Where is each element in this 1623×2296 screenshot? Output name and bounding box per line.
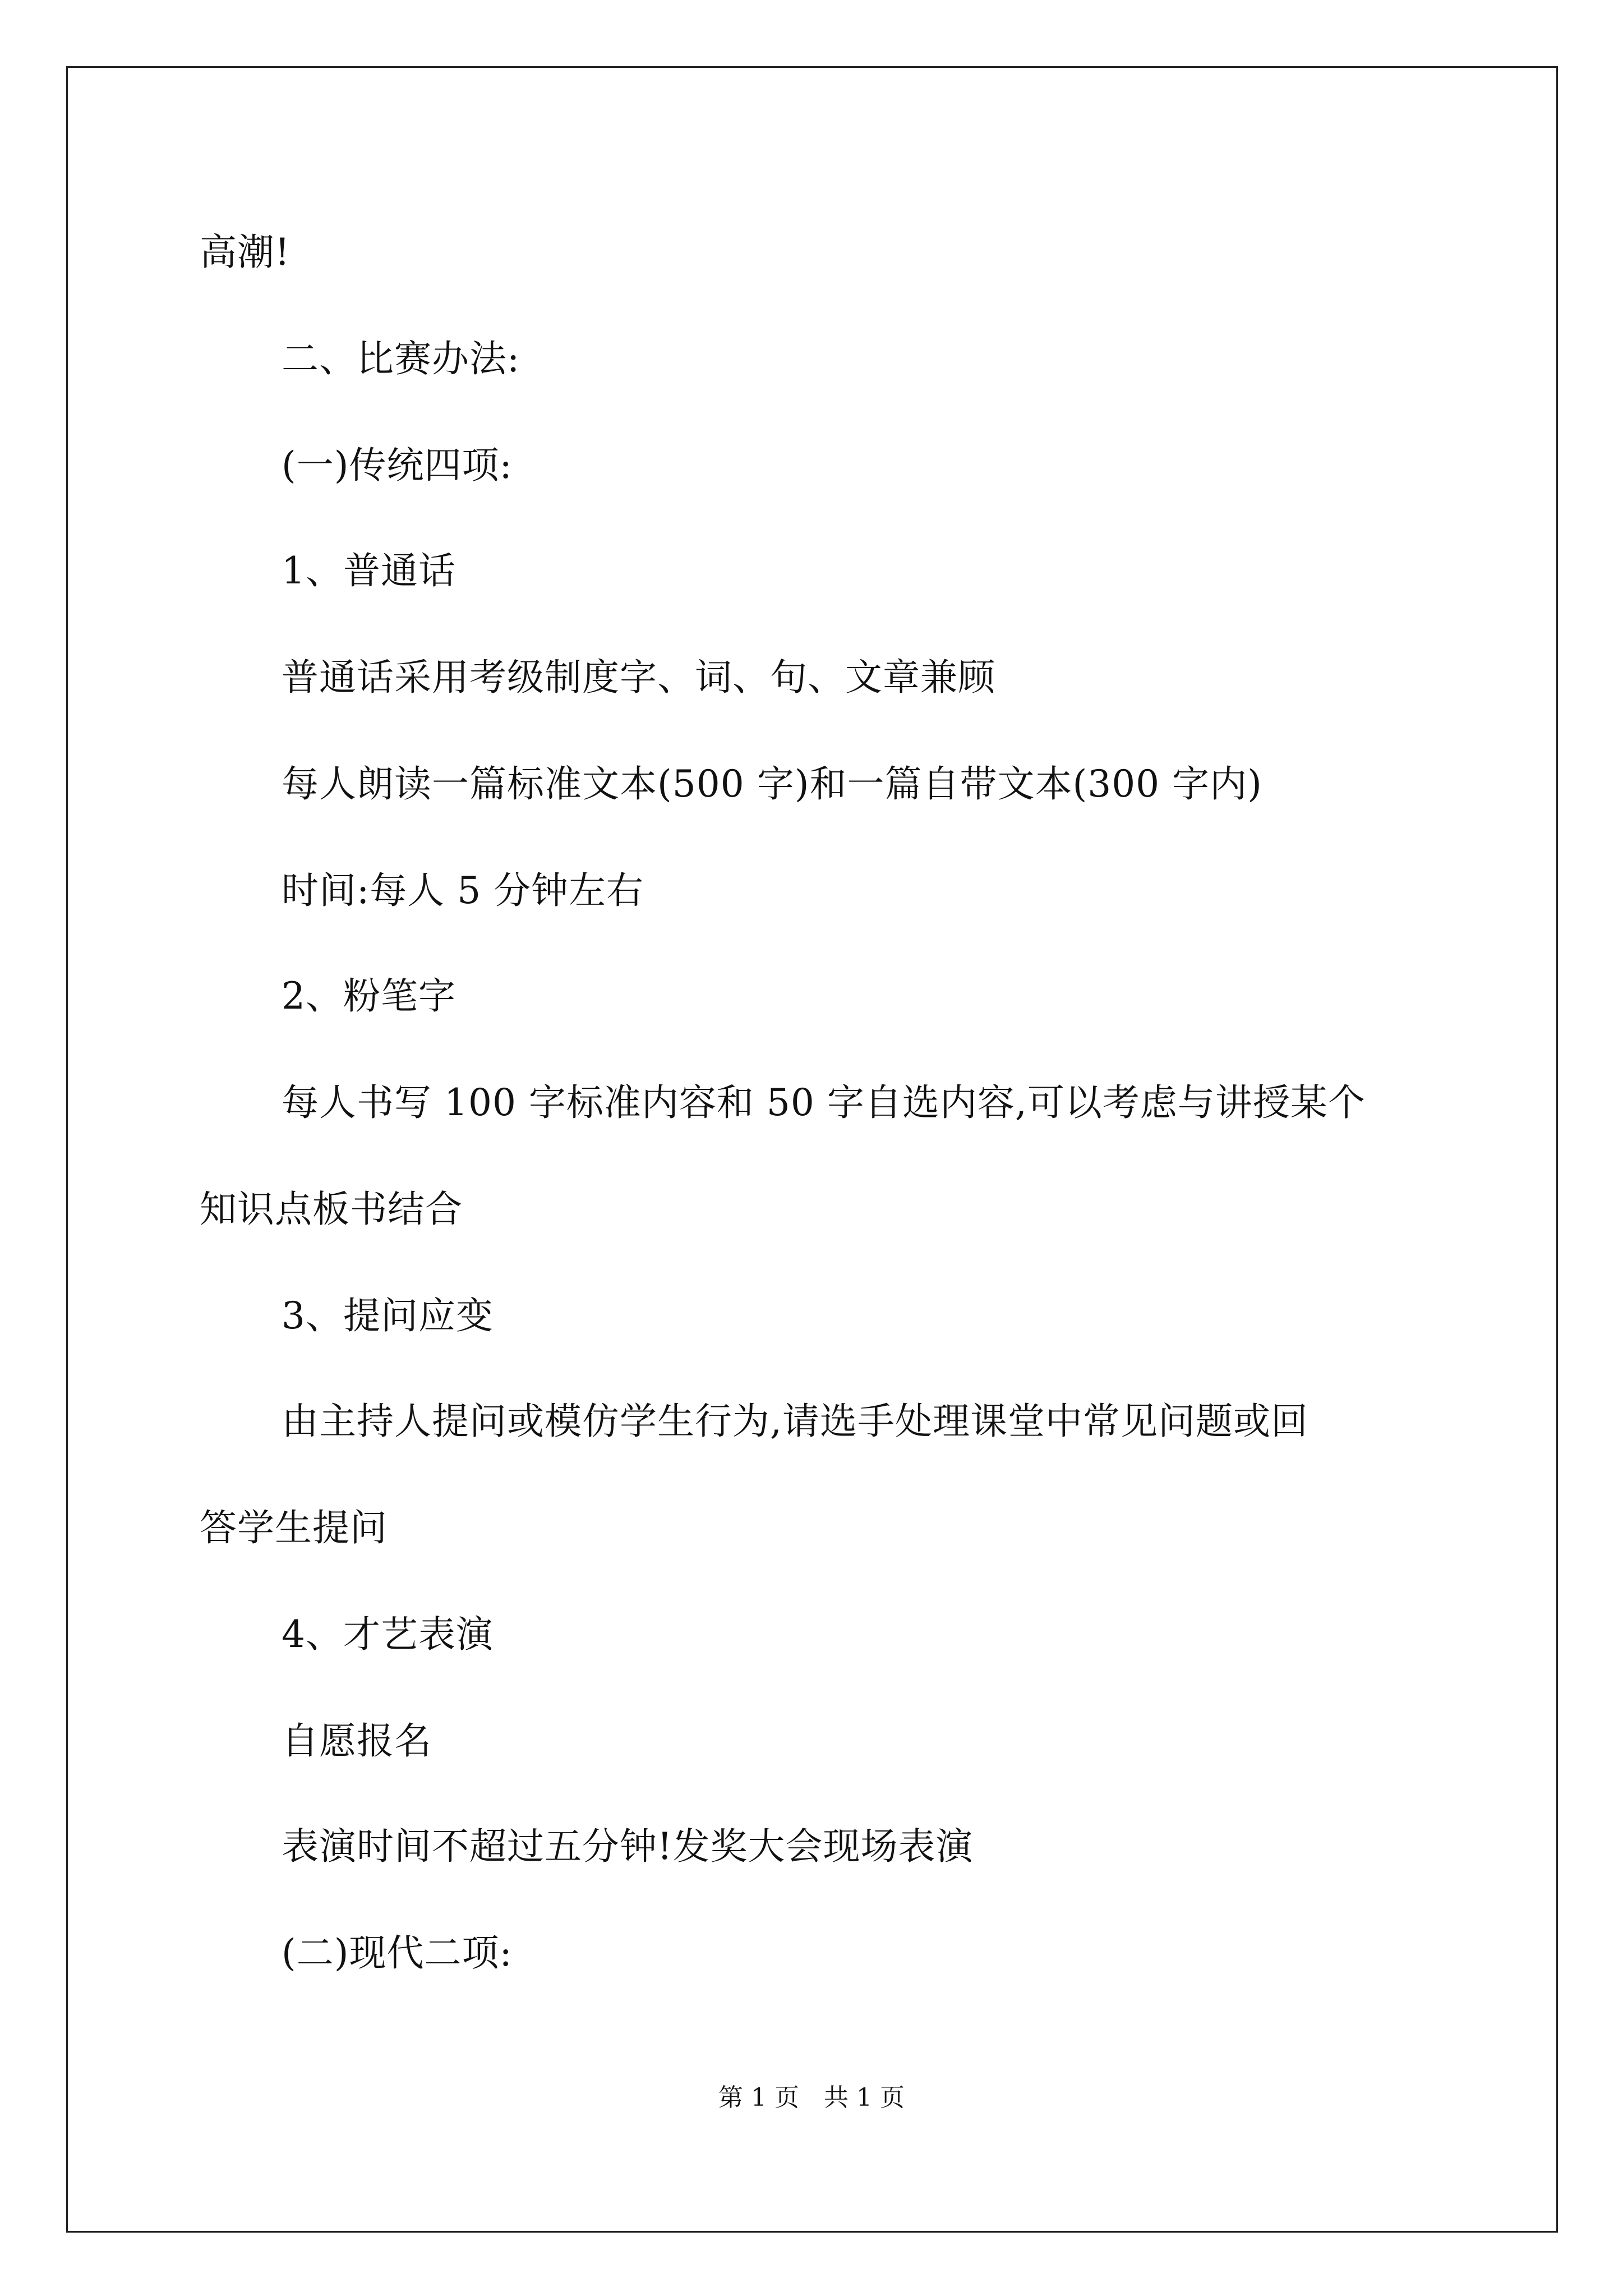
text-line-15: 自愿报名 [282, 1719, 432, 1763]
text-line-14: 4、才艺表演 [282, 1613, 494, 1656]
text-line-9: 每人书写 100 字标准内容和 50 字自选内容,可以考虑与讲授某个 [282, 1081, 1366, 1124]
text-line-17: (二)现代二项: [282, 1931, 513, 1975]
text-line-3: (一)传统四项: [282, 444, 513, 487]
text-line-7: 时间:每人 5 分钟左右 [282, 869, 644, 912]
page-footer: 第 1 页 共 1 页 [718, 2083, 905, 2112]
text-line-6: 每人朗读一篇标准文本(500 字)和一篇自带文本(300 字内) [282, 762, 1262, 806]
text-line-10: 知识点板书结合 [200, 1188, 463, 1231]
text-line-2: 二、比赛办法: [282, 337, 520, 380]
text-line-11: 3、提问应变 [282, 1294, 494, 1337]
page-border [66, 66, 1558, 2233]
text-line-12: 由主持人提问或模仿学生行为,请选手处理课堂中常见问题或回 [282, 1400, 1308, 1443]
text-line-16: 表演时间不超过五分钟!发奖大会现场表演 [282, 1825, 974, 1868]
text-line-4: 1、普通话 [282, 549, 456, 592]
text-line-8: 2、粉笔字 [282, 974, 456, 1018]
text-line-13: 答学生提问 [200, 1506, 388, 1549]
text-line-5: 普通话采用考级制度字、词、句、文章兼顾 [282, 656, 995, 699]
text-line-1: 高潮! [200, 231, 291, 274]
